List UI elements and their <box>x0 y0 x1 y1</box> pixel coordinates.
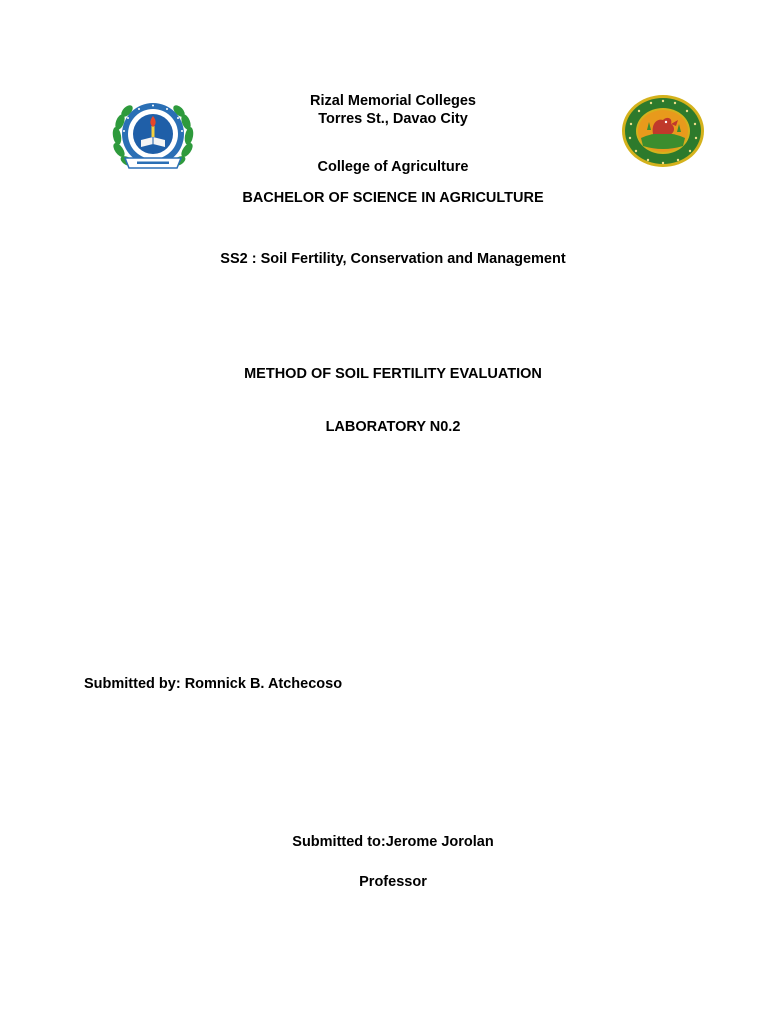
course-title: SS2 : Soil Fertility, Conservation and Management <box>220 251 566 267</box>
professor-role: Professor <box>359 874 427 890</box>
laboratory-number: LABORATORY N0.2 <box>325 419 461 435</box>
submitted-by: Submitted by: Romnick B. Atchecoso <box>84 676 343 692</box>
institution-address: Torres St., Davao City <box>318 111 468 127</box>
degree-program: BACHELOR OF SCIENCE IN AGRICULTURE <box>242 190 544 206</box>
submitted-to: Submitted to:Jerome Jorolan <box>292 834 494 850</box>
report-title: METHOD OF SOIL FERTILITY EVALUATION <box>244 366 542 382</box>
institution-name: Rizal Memorial Colleges <box>310 93 476 109</box>
college-name: College of Agriculture <box>317 159 469 175</box>
